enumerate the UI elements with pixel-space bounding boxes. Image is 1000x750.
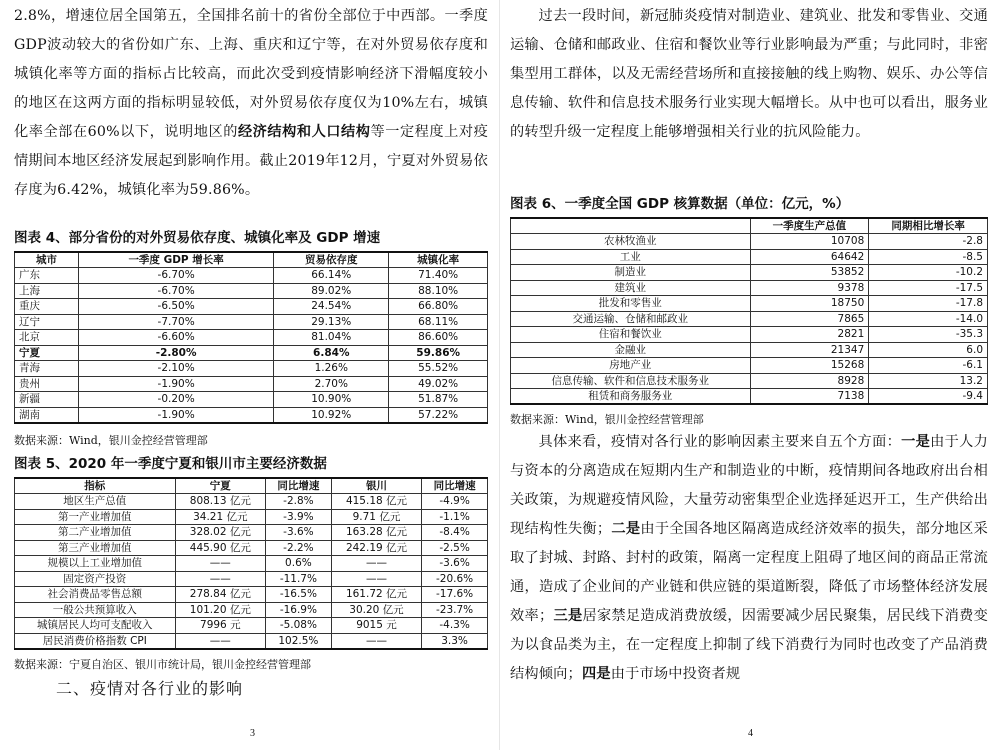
table6-cell: 13.2 — [869, 373, 988, 389]
table5-cell: -3.6% — [266, 525, 332, 541]
table6-row — [511, 327, 988, 343]
table4-cell: -7.70% — [79, 314, 274, 330]
table5-cell: —— — [175, 556, 265, 572]
table4-caption: 图表 4、部分省份的对外贸易依存度、城镇化率及 GDP 增速 — [14, 230, 381, 246]
table6-cell: 制造业 — [511, 265, 751, 281]
table5-caption: 图表 5、2020 年一季度宁夏和银川市主要经济数据 — [14, 456, 327, 472]
table4-cell: 49.02% — [389, 376, 488, 392]
table5-cell: 101.20 亿元 — [175, 602, 265, 618]
table5-cell: —— — [331, 633, 421, 649]
table6-header — [511, 218, 988, 234]
table5-cell: 445.90 亿元 — [175, 540, 265, 556]
table6-cell: -17.8 — [869, 296, 988, 312]
table6-cell: 批发和零售业 — [511, 296, 751, 312]
left-paragraph: 2.8%，增速位居全国第五，全国排名前十的省份全部位于中西部。一季度GDP波动较大的省份如广东、上海、重庆和辽宁等，在对外贸易依存度和城镇化率等方面的指标占比较高，而此次受到疫情影响经济下滑幅度较小的地区在这两方面的指标明显较低，对外贸易依存度仅为10%左右，城镇化率全部在60%以下，说明地区的经济结构和人口结构等一定程度上对疫情期间本地区经济发展起到影响作用。截止2019年12月，宁夏对外贸易依存度为6.42%，城镇化率为59.86%。 — [14, 8, 488, 198]
table6-source: 数据来源：Wind，银川金控经营管理部 — [510, 413, 704, 426]
table5-cell: -16.9% — [266, 602, 332, 618]
table5-cell: 城镇居民人均可支配收入 — [15, 618, 176, 634]
table4-header-cell: 城镇化率 — [389, 252, 488, 268]
table6-cell: 53852 — [750, 265, 869, 281]
table4-cell: 66.80% — [389, 299, 488, 315]
table4-cell: 2.70% — [274, 376, 389, 392]
table5-cell: —— — [331, 556, 421, 572]
table5-cell: 9.71 亿元 — [331, 509, 421, 525]
table5-cell: 242.19 亿元 — [331, 540, 421, 556]
table5-cell: 0.6% — [266, 556, 332, 572]
table5-cell: -2.5% — [422, 540, 488, 556]
table5-cell: 415.18 亿元 — [331, 494, 421, 510]
table4-cell: 6.84% — [274, 345, 389, 361]
table6-cell: 10708 — [750, 234, 869, 250]
table4-cell: 88.10% — [389, 283, 488, 299]
table5-cell: -3.6% — [422, 556, 488, 572]
table6-cell: -6.1 — [869, 358, 988, 374]
table6-cell: 建筑业 — [511, 280, 751, 296]
table5-cell: -2.8% — [266, 494, 332, 510]
table4-cell: 湖南 — [15, 407, 79, 423]
table5-header-cell: 银川 — [331, 478, 421, 494]
table4-cell: 新疆 — [15, 392, 79, 408]
table6-cell: 7865 — [750, 311, 869, 327]
right-paragraph-1: 过去一段时间，新冠肺炎疫情对制造业、建筑业、批发和零售业、交通运输、仓储和邮政业、住宿和餐饮业等行业影响最为严重；与此同时，非密集型用工群体，以及无需经营场所和直接接触的线上购物、娱乐、办公等信息传输、软件和信息技术服务行业实现大幅增长。从中也可以看出，服务业的转型升级一定程度上能够增强相关行业的抗风险能力。 — [510, 8, 988, 140]
table5-cell: 7996 元 — [175, 618, 265, 634]
table5-cell: -4.9% — [422, 494, 488, 510]
table5-cell: 30.20 亿元 — [331, 602, 421, 618]
table6-cell: 租赁和商务服务业 — [511, 389, 751, 405]
table4-cell: -1.90% — [79, 407, 274, 423]
table6-cell: 交通运输、仓储和邮政业 — [511, 311, 751, 327]
table5-cell: -2.2% — [266, 540, 332, 556]
table5-cell: 102.5% — [266, 633, 332, 649]
table5-cell: -23.7% — [422, 602, 488, 618]
table6-header-cell: 一季度生产总值 — [750, 218, 869, 234]
table5-cell: 第一产业增加值 — [15, 509, 176, 525]
table5-cell: 地区生产总值 — [15, 494, 176, 510]
table4-cell: 71.40% — [389, 268, 488, 284]
table6-row — [511, 265, 988, 281]
table5-cell: -4.3% — [422, 618, 488, 634]
table6-caption: 图表 6、一季度全国 GDP 核算数据（单位：亿元，%） — [510, 196, 850, 212]
table6-row — [511, 389, 988, 405]
table4-cell: 86.60% — [389, 330, 488, 346]
table5-cell: 第三产业增加值 — [15, 540, 176, 556]
table5-cell: 328.02 亿元 — [175, 525, 265, 541]
table4-cell: 81.04% — [274, 330, 389, 346]
table6-cell: 6.0 — [869, 342, 988, 358]
table6 — [510, 217, 988, 405]
table6-cell: 64642 — [750, 249, 869, 265]
table5-cell: 34.21 亿元 — [175, 509, 265, 525]
table6-row — [511, 280, 988, 296]
table5-header-cell: 宁夏 — [175, 478, 265, 494]
table6-header-cell: 同期相比增长率 — [869, 218, 988, 234]
table4-cell: 68.11% — [389, 314, 488, 330]
table4-cell: -0.20% — [79, 392, 274, 408]
table5-cell: -17.6% — [422, 587, 488, 603]
table4-cell: 10.92% — [274, 407, 389, 423]
table5-cell: 9015 元 — [331, 618, 421, 634]
table6-row — [511, 311, 988, 327]
table6-row — [511, 296, 988, 312]
table4-header-cell: 贸易依存度 — [274, 252, 389, 268]
table5-cell: 3.3% — [422, 633, 488, 649]
table6-cell: -17.5 — [869, 280, 988, 296]
table5-cell: 278.84 亿元 — [175, 587, 265, 603]
table6-cell: -14.0 — [869, 311, 988, 327]
table4-cell: 59.86% — [389, 345, 488, 361]
table4-cell: 上海 — [15, 283, 79, 299]
table5-cell: 社会消费品零售总额 — [15, 587, 176, 603]
table4-cell: 29.13% — [274, 314, 389, 330]
table6-cell: 18750 — [750, 296, 869, 312]
table5-source: 数据来源：宁夏自治区、银川市统计局，银川金控经营管理部 — [14, 658, 311, 671]
table6-cell: 农林牧渔业 — [511, 234, 751, 250]
table4-cell: 重庆 — [15, 299, 79, 315]
table6-cell: 工业 — [511, 249, 751, 265]
table4-cell: 广东 — [15, 268, 79, 284]
table6-cell: 信息传输、软件和信息技术服务业 — [511, 373, 751, 389]
table5-cell: 一般公共预算收入 — [15, 602, 176, 618]
table4-cell: 55.52% — [389, 361, 488, 377]
table6-cell: 9378 — [750, 280, 869, 296]
table5-cell: 163.28 亿元 — [331, 525, 421, 541]
table6-row — [511, 249, 988, 265]
table5-header-cell: 同比增速 — [422, 478, 488, 494]
table5-cell: -11.7% — [266, 571, 332, 587]
table5-cell: -8.4% — [422, 525, 488, 541]
table4-cell: 66.14% — [274, 268, 389, 284]
table4-cell: 贵州 — [15, 376, 79, 392]
table4-cell: -6.70% — [79, 268, 274, 284]
table5-cell: -16.5% — [266, 587, 332, 603]
table5-cell: -20.6% — [422, 571, 488, 587]
table6-cell: -10.2 — [869, 265, 988, 281]
table6-cell: -2.8 — [869, 234, 988, 250]
table6-cell: 8928 — [750, 373, 869, 389]
table4-cell: 57.22% — [389, 407, 488, 423]
table6-cell: 21347 — [750, 342, 869, 358]
table5-cell: 固定资产投资 — [15, 571, 176, 587]
table4-cell: 89.02% — [274, 283, 389, 299]
table5-cell: -3.9% — [266, 509, 332, 525]
table6-cell: -8.5 — [869, 249, 988, 265]
table4-cell: 北京 — [15, 330, 79, 346]
table5-cell: -1.1% — [422, 509, 488, 525]
table4-cell: 辽宁 — [15, 314, 79, 330]
section-heading: 二、疫情对各行业的影响 — [56, 679, 244, 698]
table6-cell: -35.3 — [869, 327, 988, 343]
table5-cell: -5.08% — [266, 618, 332, 634]
table6-row — [511, 358, 988, 374]
table5-cell: 规模以上工业增加值 — [15, 556, 176, 572]
page-number-left: 3 — [250, 728, 255, 739]
table5-cell: 居民消费价格指数 CPI — [15, 633, 176, 649]
table6-row — [511, 373, 988, 389]
table6-cell: 7138 — [750, 389, 869, 405]
table5-cell: 808.13 亿元 — [175, 494, 265, 510]
table4-cell: -1.90% — [79, 376, 274, 392]
table6-cell: 2821 — [750, 327, 869, 343]
table5-cell: —— — [175, 571, 265, 587]
page-number-right: 4 — [748, 728, 753, 739]
table5-header-cell: 指标 — [15, 478, 176, 494]
table4-cell: -6.50% — [79, 299, 274, 315]
table4-cell: 青海 — [15, 361, 79, 377]
table5-cell: 161.72 亿元 — [331, 587, 421, 603]
table4-source: 数据来源：Wind，银川金控经营管理部 — [14, 434, 208, 447]
table6-row — [511, 234, 988, 250]
table6-cell: 住宿和餐饮业 — [511, 327, 751, 343]
table4-cell: 宁夏 — [15, 345, 79, 361]
table6-header-cell — [511, 218, 751, 234]
table4-cell: 1.26% — [274, 361, 389, 377]
table4-cell: -6.60% — [79, 330, 274, 346]
table6-cell: 金融业 — [511, 342, 751, 358]
table6-cell: 房地产业 — [511, 358, 751, 374]
table4-header-cell: 城市 — [15, 252, 79, 268]
right-paragraph-2: 具体来看，疫情对各行业的影响因素主要来自五个方面：一是由于人力与资本的分离造成在短期内生产和制造业的中断，疫情期间各地政府出台相关政策，为规避疫情风险，大量劳动密集型企业选择延迟开工，生产供给出现结构性失衡；二是由于全国各地区隔离造成经济效率的损失，部分地区采取了封城、封路、封村的政策，隔离一定程度上阻碍了地区间的商品正常流通，造成了企业间的产业链和供应链的渠道断裂，降低了市场整体经济发展效率；三是居家禁足造成消费放缓，因需要减少居民聚集，居民线下消费变为以食品类为主，在一定程度上抑制了线下消费行为同时也改变了产品消费结构倾向；四是由于市场中投资者规 — [510, 434, 988, 682]
table4-cell: 51.87% — [389, 392, 488, 408]
table5-cell: 第二产业增加值 — [15, 525, 176, 541]
table5-header-cell: 同比增速 — [266, 478, 332, 494]
table4-header-cell: 一季度 GDP 增长率 — [79, 252, 274, 268]
table4-cell: -2.80% — [79, 345, 274, 361]
table4-cell: 10.90% — [274, 392, 389, 408]
table4-cell: -2.10% — [79, 361, 274, 377]
table6-cell: -9.4 — [869, 389, 988, 405]
table6-cell: 15268 — [750, 358, 869, 374]
table5-cell: —— — [175, 633, 265, 649]
table5-cell: —— — [331, 571, 421, 587]
table4-cell: 24.54% — [274, 299, 389, 315]
table4-cell: -6.70% — [79, 283, 274, 299]
table6-row — [511, 342, 988, 358]
